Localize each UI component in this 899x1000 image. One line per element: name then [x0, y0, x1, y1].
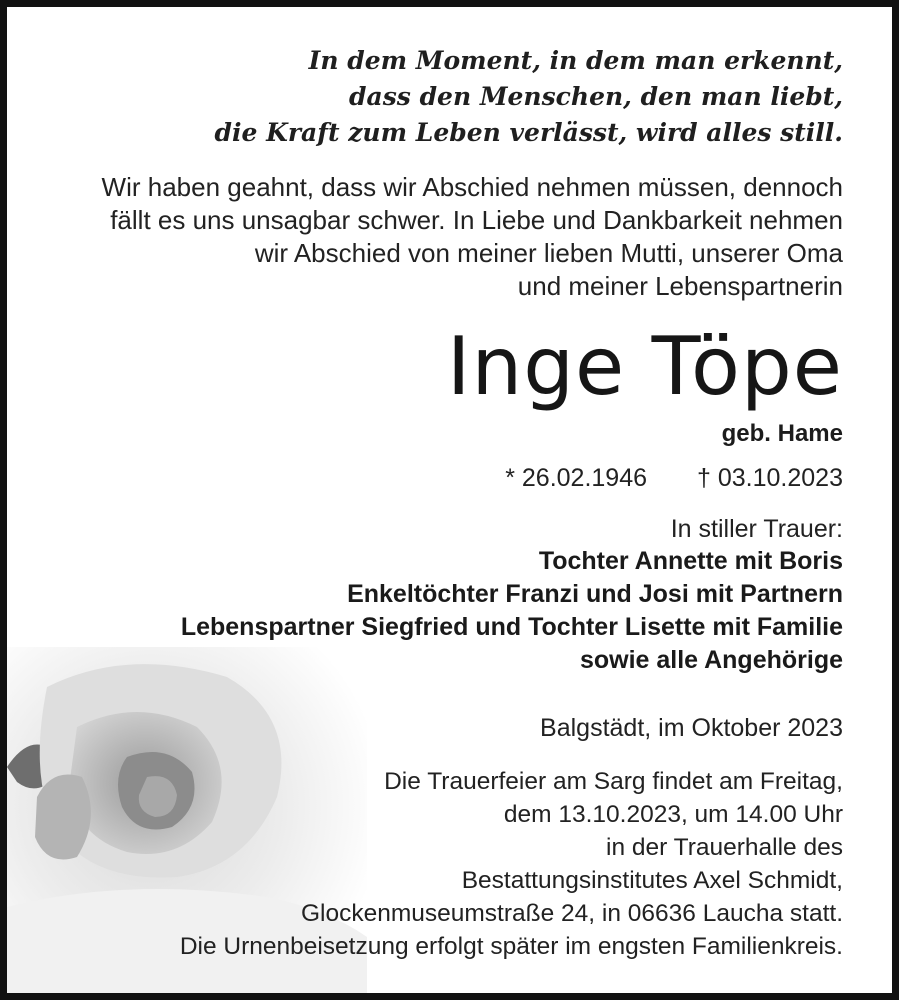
mourners-label: In stiller Trauer:: [670, 515, 843, 543]
service-line: Glockenmuseumstraße 24, in 06636 Laucha statt.: [300, 900, 843, 927]
mourner-line: Tochter Annette mit Boris: [538, 547, 843, 575]
motto-line: die Kraft zum Leben verlässt, wird alles still.: [214, 118, 843, 147]
service-line: Bestattungsinstitutes Axel Schmidt,: [461, 867, 843, 894]
intro-text: [47, 171, 843, 303]
deceased-name: Inge Töpe: [446, 320, 843, 413]
service-line: Die Trauerfeier am Sarg findet am Freitag,: [384, 768, 843, 795]
mourner-line: sowie alle Angehörige: [579, 646, 843, 674]
place-date: Balgstädt, im Oktober 2023: [540, 714, 843, 742]
service-line: in der Trauerhalle des: [606, 834, 843, 861]
motto-line: dass den Menschen, den man liebt,: [349, 82, 843, 111]
service-line: Die Urnenbeisetzung erfolgt später im engsten Familienkreis.: [179, 933, 843, 960]
service-line: dem 13.10.2023, um 14.00 Uhr: [503, 801, 843, 828]
death-date: † 03.10.2023: [697, 464, 843, 492]
birth-date: * 26.02.1946: [505, 464, 648, 492]
mourner-line: Lebenspartner Siegfried und Tochter Lisette mit Familie: [180, 613, 843, 641]
intro-line: wir Abschied von meiner lieben Mutti, unserer Oma: [254, 238, 843, 268]
life-dates: [47, 461, 843, 495]
mourner-line: Enkeltöchter Franzi und Josi mit Partnern: [347, 580, 843, 608]
mourners-list: [47, 545, 843, 677]
intro-line: Wir haben geahnt, dass wir Abschied nehmen müssen, dennoch: [101, 172, 843, 202]
obituary-content: [7, 7, 892, 963]
intro-line: und meiner Lebenspartnerin: [517, 271, 843, 301]
intro-line: fällt es uns unsagbar schwer. In Liebe und Dankbarkeit nehmen: [110, 205, 843, 235]
motto-line: In dem Moment, in dem man erkennt,: [308, 46, 843, 75]
maiden-name: geb. Hame: [721, 420, 843, 447]
service-info: [47, 765, 843, 963]
motto-quote: [47, 43, 843, 151]
